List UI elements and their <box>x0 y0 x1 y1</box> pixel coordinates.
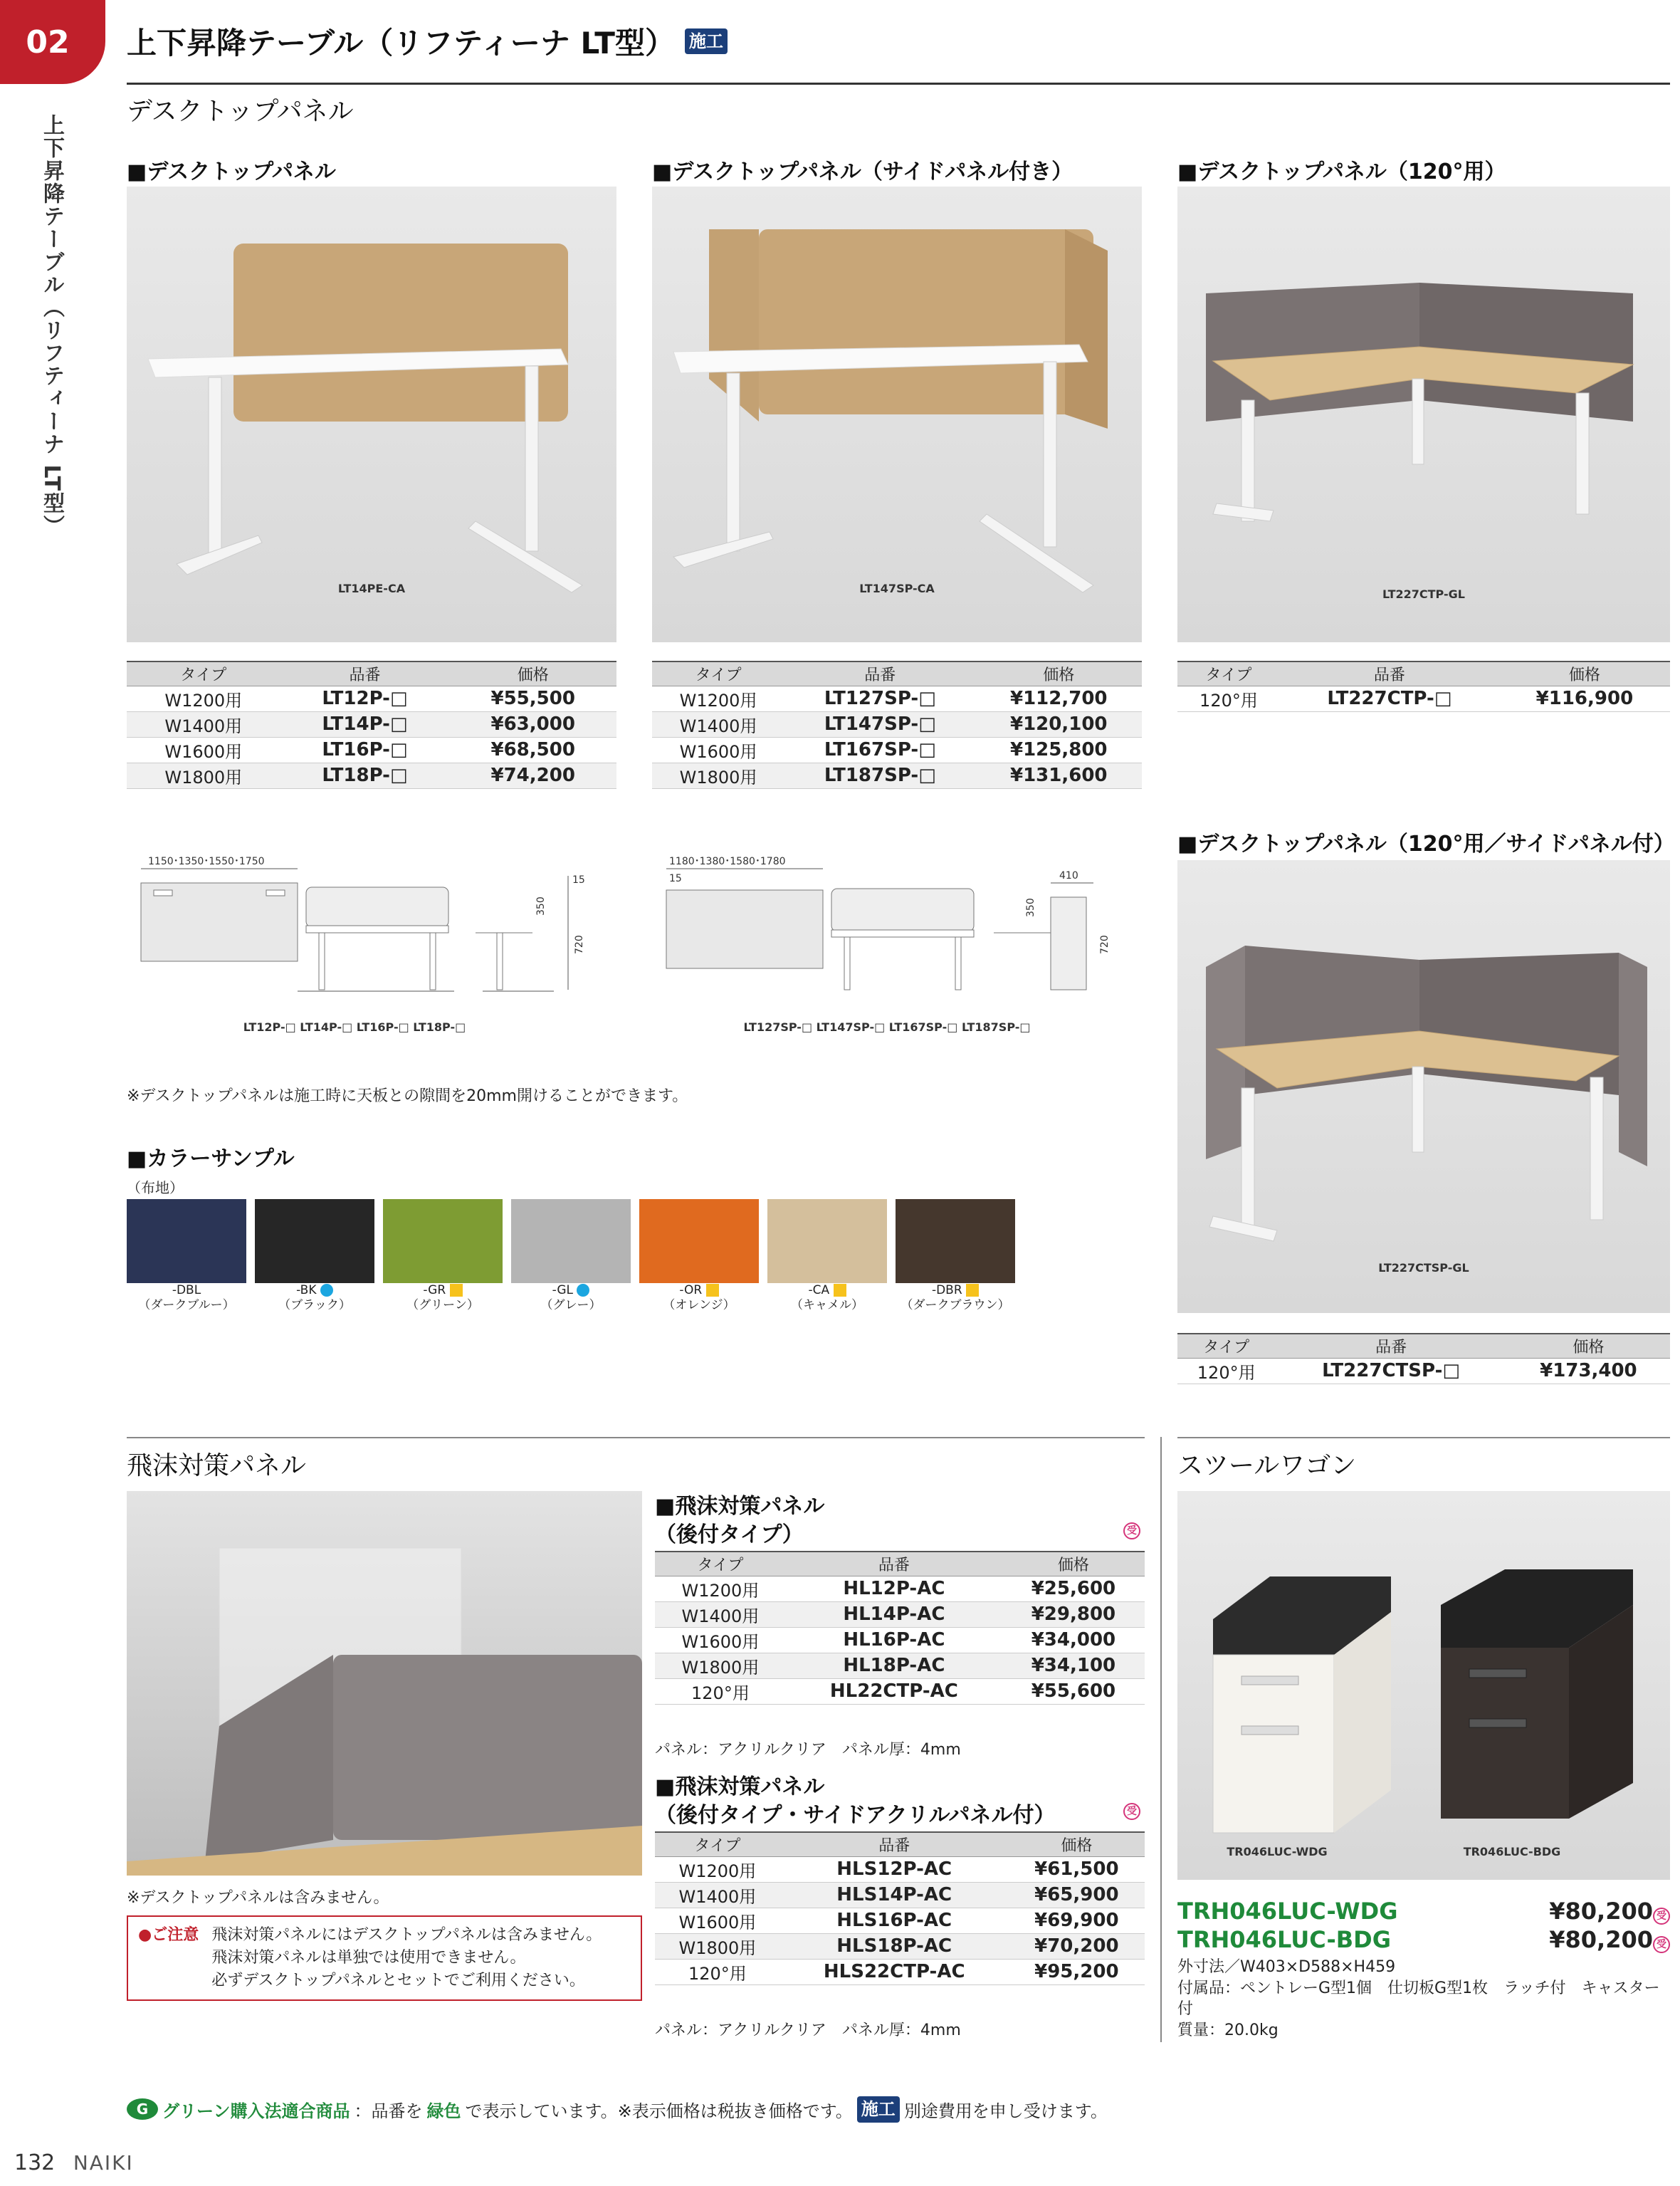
subtitle-desktop-panel-120: ■デスクトップパネル（120°用） <box>1177 159 1506 184</box>
splash-t2-spec: パネル：アクリルクリア パネル厚：4mm <box>655 2022 961 2039</box>
table-row: W1200用 LT12P-□ ¥55,500 <box>127 686 616 711</box>
dimension-diagram-2 <box>652 840 1150 1040</box>
svg-text:15: 15 <box>669 873 682 884</box>
section-stool-wagon: スツールワゴン <box>1177 1451 1357 1480</box>
splash-panel-illustration <box>127 1491 642 1876</box>
photo-desktop-panel-side <box>652 187 1142 642</box>
table-row: W1400用 HL14P-AC ¥29,800 <box>655 1601 1145 1627</box>
page-number: 132 <box>14 2150 56 2175</box>
photo-label-lt227ctsp: LT227CTSP-GL <box>1378 1261 1469 1275</box>
green-purchase-icon: G <box>127 2098 158 2120</box>
desk-panel-illustration <box>127 187 616 642</box>
construction-badge: 施工 <box>685 28 728 55</box>
swatch-dbr <box>896 1199 1015 1283</box>
swatch-item-bk: -BK （ブラック） <box>255 1199 374 1314</box>
table-row: W1800用 LT18P-□ ¥74,200 <box>127 763 616 788</box>
caution-line: 飛沫対策パネルにはデスクトップパネルは含みません。 <box>211 1926 602 1944</box>
photo-label-lt14pe: LT14PE-CA <box>337 582 406 595</box>
table-row: W1800用 LT187SP-□ ¥131,600 <box>652 763 1142 788</box>
chapter-number: 02 <box>26 23 70 61</box>
table-row: W1200用 LT127SP-□ ¥112,700 <box>652 686 1142 711</box>
swatch-item-dbr: -DBR （ダークブラウン） <box>896 1199 1015 1314</box>
photo-stool-wagon <box>1177 1491 1670 1880</box>
svg-text:350: 350 <box>1025 898 1036 917</box>
wagon-spec: 外寸法／W403×D588×H459 付属品：ペントレーG型1個 仕切板G型1枚 ラッチ付 キャスター付 質量：20.0kg <box>1177 1958 1660 2040</box>
subtitle-desktop-panel-side: ■デスクトップパネル（サイドパネル付き） <box>652 159 1073 184</box>
table-row: 120°用 LT227CTP-□ ¥116,900 <box>1177 686 1670 711</box>
chapter-tab <box>0 0 105 84</box>
swatch-item-ca: -CA （キャメル） <box>767 1199 887 1314</box>
photo-splash-panel <box>127 1491 642 1876</box>
table-row: W1400用 LT14P-□ ¥63,000 <box>127 711 616 737</box>
dimension-diagram-1 <box>127 847 625 1040</box>
table-row: W1800用 HLS18P-AC ¥70,200 <box>655 1933 1145 1959</box>
table-row: W1200用 HL12P-AC ¥25,600 <box>655 1576 1145 1601</box>
splash-photo-note: ※デスクトップパネルは含みません。 <box>127 1889 389 1907</box>
wagon-rule <box>1177 1437 1670 1438</box>
splash-t1-spec: パネル：アクリルクリア パネル厚：4mm <box>655 1741 961 1759</box>
svg-text:720: 720 <box>574 935 585 954</box>
table-row: W1400用 HLS14P-AC ¥65,900 <box>655 1882 1145 1908</box>
table-row: 120°用 HL22CTP-AC ¥55,600 <box>655 1678 1145 1704</box>
svg-text:410: 410 <box>1059 870 1078 882</box>
photo-label-bdg: TR046LUC-BDG <box>1463 1845 1561 1858</box>
table-row: W1400用 LT147SP-□ ¥120,100 <box>652 711 1142 737</box>
uke-order-icon: 受 <box>1653 1908 1670 1925</box>
swatch-dbl <box>127 1199 246 1283</box>
blue-dot-icon <box>320 1284 333 1297</box>
svg-text:350: 350 <box>535 896 547 916</box>
footer-note: G グリーン購入法適合商品 ：品番を 緑色 で表示しています。※表示価格は税抜き価格です。 施工 別途費用を申し受けます。 <box>127 2096 1108 2123</box>
page-title <box>127 20 728 63</box>
uke-order-icon: 受 <box>1653 1936 1670 1953</box>
blue-dot-icon <box>577 1284 589 1297</box>
brand-name: NAIKI <box>73 2151 134 2175</box>
caution-label: ●ご注意 <box>138 1926 199 1944</box>
uke-order-icon: 受 <box>1123 1803 1140 1820</box>
dimension-drawing-1 <box>127 847 625 1040</box>
svg-text:720: 720 <box>1099 935 1111 954</box>
table-row: 120°用 HLS22CTP-AC ¥95,200 <box>655 1959 1145 1984</box>
desk-120-side-panel-illustration <box>1177 860 1670 1313</box>
subtitle-color-sample: ■カラーサンプル <box>127 1146 295 1171</box>
subtitle-splash-t2: ■飛沫対策パネル <box>655 1774 825 1799</box>
price-table-splash-2: タイプ 品番 価格 W1200用 HLS12P-AC ¥61,500 W1400用 HLS14P-AC ¥65,900 W1600用 HLS16P-AC ¥69,900 W1800用 HLS18P-AC ¥70,200 120°用 HLS22CTP-AC ¥95,200 <box>655 1831 1145 1985</box>
yellow-square-icon <box>450 1284 463 1297</box>
swatch-bk <box>255 1199 374 1283</box>
caution-line: 飛沫対策パネルは単独では使用できません。 <box>211 1948 526 1967</box>
photo-label-lt227ctp: LT227CTP-GL <box>1382 587 1465 601</box>
dimension-drawing-2 <box>652 840 1150 1040</box>
price-table-desktop-side: タイプ 品番 価格 W1200用 LT127SP-□ ¥112,700 W1400用 LT147SP-□ ¥120,100 W1600用 LT167SP-□ ¥125,800 W1800用 LT187SP-□ ¥131,600 <box>652 661 1142 789</box>
desk-120-panel-illustration <box>1177 187 1670 642</box>
swatch-item-dbl: -DBL （ダークブルー） <box>127 1199 246 1314</box>
table-row: W1800用 HL18P-AC ¥34,100 <box>655 1653 1145 1678</box>
swatch-item-gl: -GL （グレー） <box>511 1199 631 1314</box>
price-table-desktop-120-side: タイプ 品番 価格 120°用 LT227CTSP-□ ¥173,400 <box>1177 1333 1670 1384</box>
header-rule <box>127 83 1670 85</box>
yellow-square-icon <box>834 1284 846 1297</box>
vertical-chapter-title: 上下昇降テーブル（リフティーナ LT型） <box>39 114 64 538</box>
section-splash-panel: 飛沫対策パネル <box>127 1451 307 1480</box>
wagon-code: TRH046LUC-WDG <box>1177 1898 1398 1925</box>
svg-text:LT127SP-□ LT147SP-□ LT167SP-: LT127SP-□ LT147SP-□ LT167SP-□ LT187SP-□ <box>743 1020 1031 1034</box>
yellow-square-icon <box>706 1284 719 1297</box>
table-row: W1600用 HLS16P-AC ¥69,900 <box>655 1908 1145 1933</box>
svg-text:1180･1380･1580･1780: 1180･1380･1580･1780 <box>669 856 786 867</box>
subtitle-splash-t1: ■飛沫対策パネル <box>655 1494 825 1519</box>
wagon-illustration <box>1177 1491 1670 1880</box>
construction-badge: 施工 <box>857 2096 900 2123</box>
price-table-desktop: タイプ 品番 価格 W1200用 LT12P-□ ¥55,500 W1400用 LT14P-□ ¥63,000 W1600用 LT16P-□ ¥68,500 W1800用 LT18P-□ ¥74,200 <box>127 661 616 789</box>
swatch-ca <box>767 1199 887 1283</box>
caution-box <box>127 1915 642 2001</box>
table-row: W1600用 HL16P-AC ¥34,000 <box>655 1627 1145 1653</box>
green-label: グリーン購入法適合商品 <box>162 2101 350 2121</box>
swatch-item-or: -OR （オレンジ） <box>639 1199 759 1314</box>
photo-label-lt147sp: LT147SP-CA <box>859 582 935 595</box>
caution-line: 必ずデスクトップパネルとセットでご利用ください。 <box>211 1971 585 1989</box>
desk-side-panel-illustration <box>652 187 1142 642</box>
photo-label-wdg: TR046LUC-WDG <box>1227 1845 1328 1858</box>
page-footer <box>14 2150 134 2175</box>
svg-text:LT12P-□ LT14P-□ LT16P-□ LT1: LT12P-□ LT14P-□ LT16P-□ LT18P-□ <box>243 1020 466 1034</box>
wagon-code: TRH046LUC-BDG <box>1177 1926 1391 1953</box>
subtitle-splash-t2-sub: （後付タイプ・サイドアクリルパネル付） <box>655 1803 1056 1828</box>
price-table-splash-1: タイプ 品番 価格 W1200用 HL12P-AC ¥25,600 W1400用 HL14P-AC ¥29,800 W1600用 HL16P-AC ¥34,000 W1800用 HL18P-AC ¥34,100 120°用 HL22CTP-AC ¥55,600 <box>655 1551 1145 1705</box>
color-swatch-list <box>127 1199 1015 1314</box>
svg-text:15: 15 <box>572 874 585 886</box>
wagon-price: ¥80,200 <box>1549 1898 1653 1925</box>
wagon-price: ¥80,200 <box>1549 1926 1653 1953</box>
svg-text:1150･1350･1550･1750: 1150･1350･1550･1750 <box>148 856 265 867</box>
photo-desktop-panel-120-side <box>1177 860 1670 1313</box>
subtitle-splash-t1-sub: （後付タイプ） <box>655 1522 804 1547</box>
photo-desktop-panel-120 <box>1177 187 1670 642</box>
table-row: W1600用 LT16P-□ ¥68,500 <box>127 737 616 763</box>
table-row: 120°用 LT227CTSP-□ ¥173,400 <box>1177 1358 1670 1384</box>
swatch-gl <box>511 1199 631 1283</box>
list-item <box>1177 1897 1670 1925</box>
wagon-price-list <box>1177 1897 1670 2041</box>
subtitle-desktop-panel: ■デスクトップパネル <box>127 159 336 184</box>
desktop-panel-note: ※デスクトップパネルは施工時に天板との隙間を20mm開けることができます。 <box>127 1087 688 1105</box>
list-item <box>1177 1925 1670 1954</box>
photo-desktop-panel <box>127 187 616 642</box>
page-title-text: 上下昇降テーブル（リフティーナ LT型） <box>127 26 675 61</box>
column-divider <box>1160 1437 1162 2042</box>
swatch-item-gr: -GR （グリーン） <box>383 1199 503 1314</box>
section-desktop-panel: デスクトップパネル <box>127 97 354 126</box>
yellow-square-icon <box>966 1284 979 1297</box>
swatch-gr <box>383 1199 503 1283</box>
table-row: W1600用 LT167SP-□ ¥125,800 <box>652 737 1142 763</box>
subtitle-desktop-panel-120-side: ■デスクトップパネル（120°用／サイドパネル付） <box>1177 832 1675 857</box>
table-row: W1200用 HLS12P-AC ¥61,500 <box>655 1856 1145 1882</box>
uke-order-icon: 受 <box>1123 1522 1140 1539</box>
splash-rule <box>127 1437 1145 1438</box>
swatch-or <box>639 1199 759 1283</box>
price-table-desktop-120: タイプ 品番 価格 120°用 LT227CTP-□ ¥116,900 <box>1177 661 1670 712</box>
material-label: （布地） <box>127 1179 184 1196</box>
